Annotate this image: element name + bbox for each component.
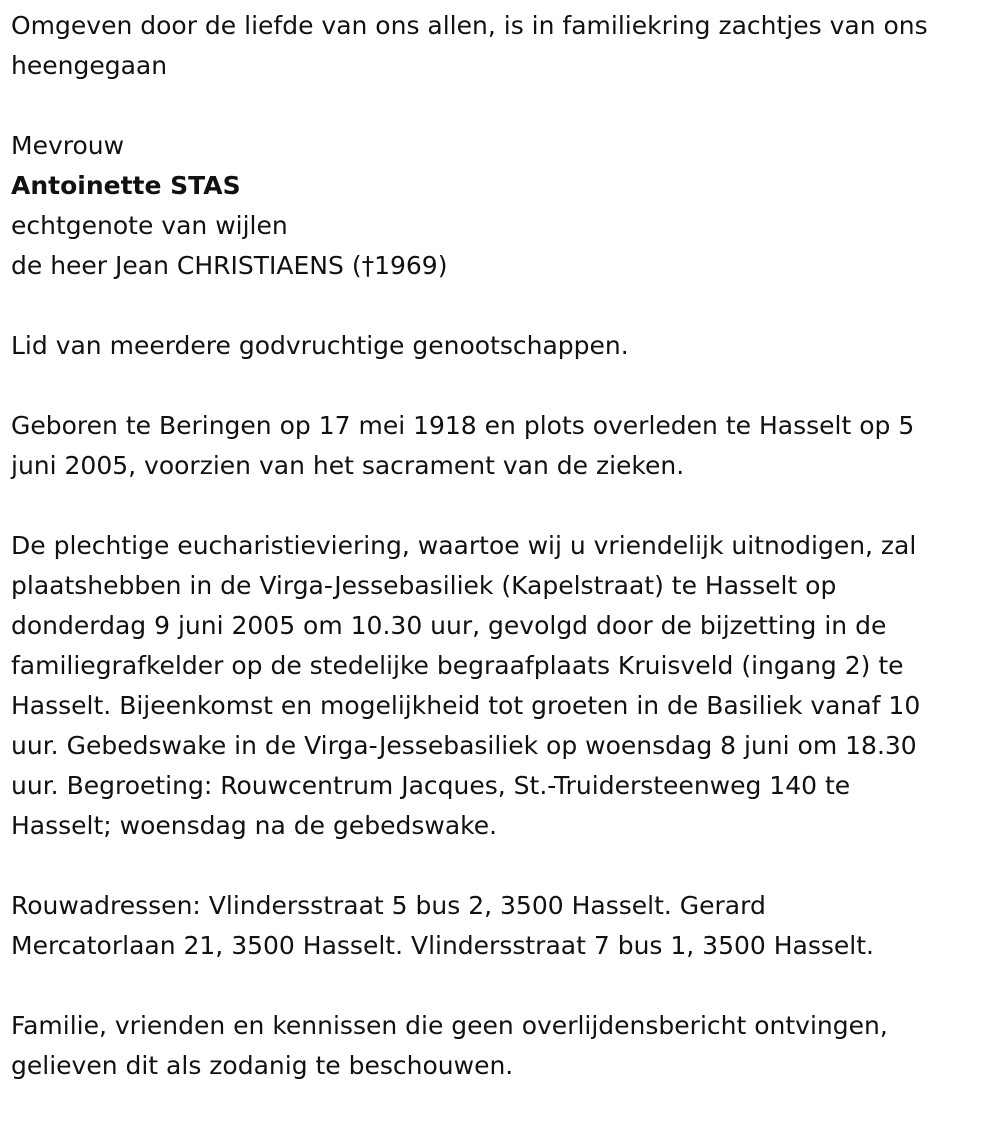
birth-death-paragraph [11,406,991,486]
paragraph-spacer [11,286,991,326]
addresses-line-2: Mercatorlaan 21, 3500 Hasselt. Vlindersstraat 7 bus 1, 3500 Hasselt. [11,931,875,960]
notice-paragraph [11,1006,991,1086]
ceremony-line: donderdag 9 juni 2005 om 10.30 uur, gevolgd door de bijzetting in de [11,611,887,640]
paragraph-spacer [11,86,991,126]
paragraph-spacer [11,966,991,1006]
birth-death-line-1: Geboren te Beringen op 17 mei 1918 en plots overleden te Hasselt op 5 [11,411,915,440]
person-title: Mevrouw [11,131,125,160]
membership-line: Lid van meerdere godvruchtige genootschappen. [11,331,629,360]
ceremony-line: familiegrafkelder op de stedelijke begraafplaats Kruisveld (ingang 2) te [11,651,904,680]
person-relation: echtgenote van wijlen [11,211,288,240]
intro-line-2: heengegaan [11,51,168,80]
paragraph-spacer [11,366,991,406]
ceremony-line: uur. Begroeting: Rouwcentrum Jacques, St.-Truidersteenweg 140 te [11,771,851,800]
addresses-paragraph [11,886,991,966]
birth-death-line-2: juni 2005, voorzien van het sacrament van de zieken. [11,451,685,480]
membership-paragraph [11,326,991,366]
person-block [11,126,991,286]
notice-line-2: gelieven dit als zodanig te beschouwen. [11,1051,514,1080]
ceremony-line: Hasselt. Bijeenkomst en mogelijkheid tot groeten in de Basiliek vanaf 10 [11,691,921,720]
ceremony-line: Hasselt; woensdag na de gebedswake. [11,811,498,840]
notice-line-1: Familie, vrienden en kennissen die geen overlijdensbericht ontvingen, [11,1011,888,1040]
addresses-line-1: Rouwadressen: Vlindersstraat 5 bus 2, 3500 Hasselt. Gerard [11,891,766,920]
person-name: Antoinette STAS [11,171,241,200]
ceremony-paragraph [11,526,991,846]
paragraph-spacer [11,846,991,886]
intro-paragraph [11,6,991,86]
ceremony-line: uur. Gebedswake in de Virga-Jessebasiliek op woensdag 8 juni om 18.30 [11,731,917,760]
intro-line-1: Omgeven door de liefde van ons allen, is in familiekring zachtjes van ons [11,11,928,40]
obituary-document [11,6,991,1086]
ceremony-line: plaatshebben in de Virga-Jessebasiliek (Kapelstraat) te Hasselt op [11,571,837,600]
paragraph-spacer [11,486,991,526]
ceremony-line: De plechtige eucharistieviering, waartoe wij u vriendelijk uitnodigen, zal [11,531,917,560]
person-spouse: de heer Jean CHRISTIAENS (†1969) [11,251,448,280]
